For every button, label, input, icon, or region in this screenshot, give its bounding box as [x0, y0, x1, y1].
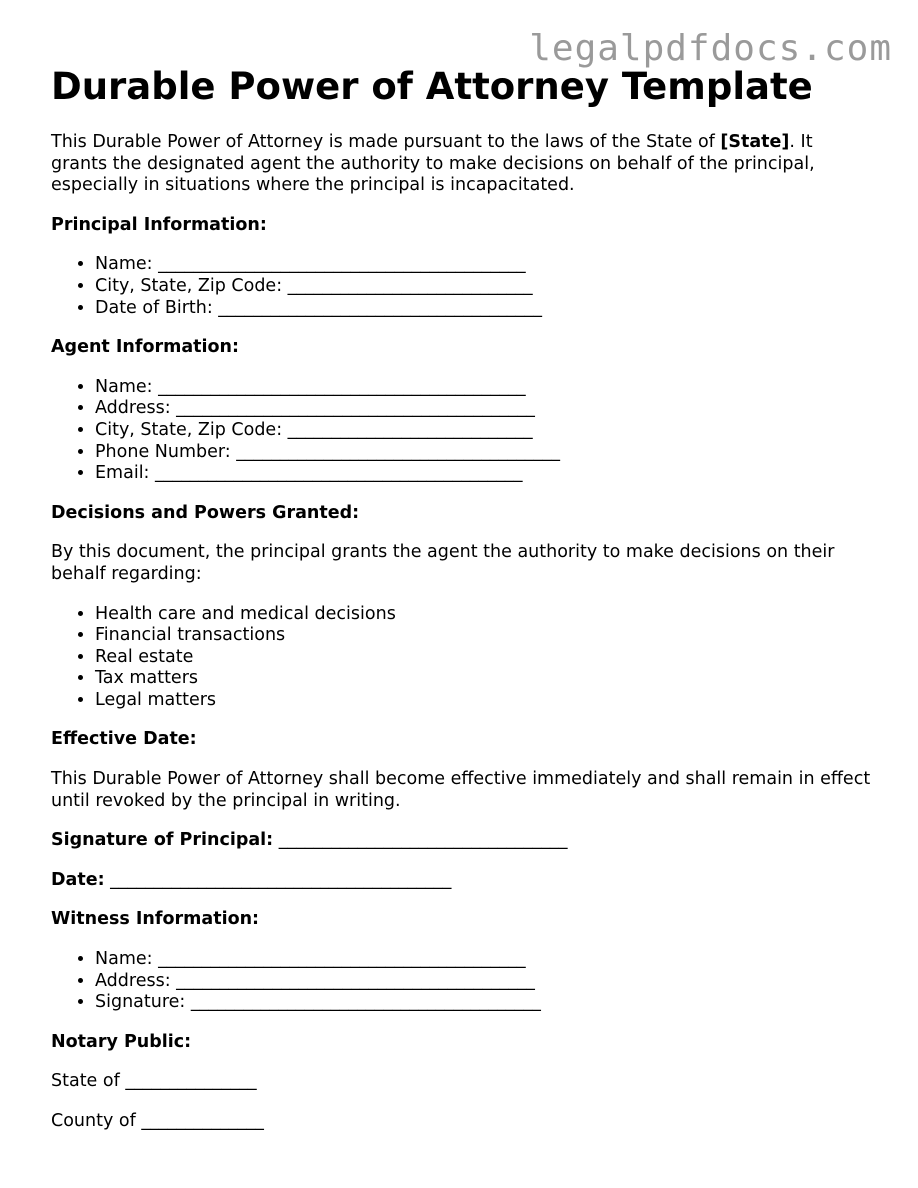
agent-city-field: • City, State, Zip Code: ____________________________ — [95, 420, 871, 442]
principal-name-field: • Name: __________________________________________ — [95, 254, 871, 276]
witness-signature-field: • Signature: ________________________________________ — [95, 992, 871, 1014]
intro-text-before: This Durable Power of Attorney is made pursuant to the laws of the State of — [51, 132, 721, 152]
notary-state-line: State of _______________ — [51, 1071, 257, 1092]
decision-item: • Legal matters — [95, 690, 871, 712]
agent-email-field: • Email: __________________________________________ — [95, 463, 871, 485]
document-title: Durable Power of Attorney Template — [51, 65, 813, 108]
intro-text-after: . It grants the designated agent the authority to make decisions on behalf of the principal, especially in situations where the principal is incapacitated. — [51, 132, 815, 196]
witness-heading: Witness Information: — [51, 909, 260, 930]
signature-line — [51, 830, 871, 852]
decision-item: • Real estate — [95, 647, 871, 669]
decisions-list — [51, 604, 871, 712]
principal-heading: Principal Information: — [51, 214, 267, 235]
signature-blank: _________________________________ — [273, 830, 568, 851]
decisions-paragraph: By this document, the principal grants the agent the authority to make decisions on their behalf regarding: — [51, 542, 835, 584]
decisions-heading: Decisions and Powers Granted: — [51, 502, 360, 523]
watermark: legalpdfdocs.com — [529, 28, 892, 69]
decision-item: • Health care and medical decisions — [95, 604, 871, 626]
effective-heading: Effective Date: — [51, 729, 197, 750]
decision-item: • Financial transactions — [95, 625, 871, 647]
effective-paragraph: This Durable Power of Attorney shall become effective immediately and shall remain in effect until revoked by the principal in writing. — [51, 769, 871, 811]
agent-phone-field: • Phone Number: _____________________________________ — [95, 442, 871, 464]
intro-paragraph — [51, 132, 871, 197]
date-line — [51, 870, 871, 892]
decision-item: • Tax matters — [95, 668, 871, 690]
agent-name-field: • Name: __________________________________________ — [95, 377, 871, 399]
signature-label: Signature of Principal: — [51, 830, 274, 851]
notary-county-line: County of ______________ — [51, 1111, 264, 1131]
principal-list — [51, 254, 871, 319]
date-label: Date: — [51, 869, 105, 890]
agent-address-field: • Address: _________________________________________ — [95, 398, 871, 420]
witness-name-field: • Name: __________________________________________ — [95, 949, 871, 971]
state-placeholder: [State] — [720, 132, 790, 152]
agent-list — [51, 377, 871, 485]
agent-heading: Agent Information: — [51, 337, 239, 358]
document-body — [51, 64, 871, 1133]
witness-address-field: • Address: _________________________________________ — [95, 971, 871, 993]
notary-heading: Notary Public: — [51, 1031, 192, 1052]
witness-list — [51, 949, 871, 1014]
principal-city-field: • City, State, Zip Code: ____________________________ — [95, 276, 871, 298]
date-blank: _______________________________________ — [104, 869, 452, 890]
principal-dob-field: • Date of Birth: _____________________________________ — [95, 298, 871, 320]
